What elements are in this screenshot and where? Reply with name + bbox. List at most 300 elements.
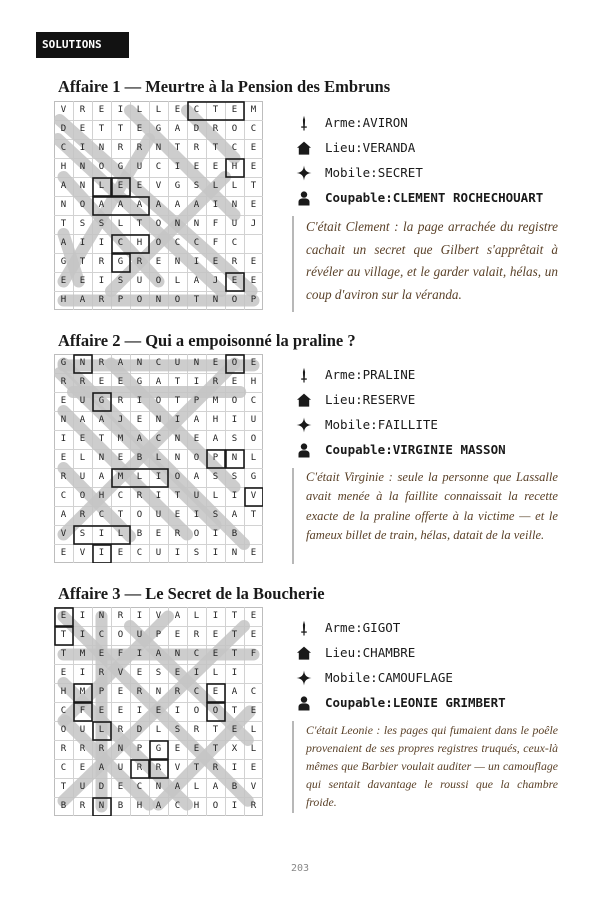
grid-letter: U bbox=[155, 548, 162, 558]
grid-letter: C bbox=[98, 510, 105, 520]
dagger-icon bbox=[296, 115, 312, 131]
grid-letter: T bbox=[212, 143, 219, 153]
case-1-title: Affaire 1 — Meurtre à la Pension des Embruns bbox=[58, 77, 391, 96]
grid-letter: G bbox=[60, 257, 67, 267]
grid-letter: B bbox=[117, 801, 124, 811]
grid-letter: E bbox=[79, 276, 86, 286]
grid-letter: E bbox=[212, 162, 219, 172]
grid-letter: R bbox=[193, 725, 200, 735]
grid-letter: E bbox=[231, 105, 238, 115]
grid-letter: U bbox=[155, 510, 162, 520]
grid-letter: L bbox=[193, 611, 200, 621]
grid-letter: H bbox=[60, 162, 67, 172]
grid-letter: S bbox=[174, 725, 181, 735]
grid-letter: N bbox=[98, 801, 105, 811]
grid-letter: F bbox=[212, 219, 219, 229]
grid-letter: A bbox=[174, 782, 181, 792]
grid-letter: S bbox=[212, 510, 219, 520]
grid-letter: T bbox=[136, 219, 143, 229]
grid-letter: O bbox=[136, 510, 143, 520]
fact-value: AVIRON bbox=[362, 115, 408, 130]
grid-letter: E bbox=[117, 377, 124, 387]
grid-letter: E bbox=[136, 668, 143, 678]
grid-letter: E bbox=[79, 434, 86, 444]
grid-letter: R bbox=[98, 744, 105, 754]
grid-letter: T bbox=[117, 510, 124, 520]
grid-letter: I bbox=[174, 415, 181, 425]
grid-letter: V bbox=[174, 763, 181, 773]
fact-label: Arme: bbox=[325, 367, 363, 382]
grid-letter: O bbox=[231, 124, 238, 134]
grid-letter: V bbox=[250, 491, 257, 501]
grid-letter: C bbox=[231, 238, 238, 248]
grid-letter: R bbox=[193, 630, 200, 640]
grid-letter: U bbox=[79, 396, 86, 406]
grid-letter: E bbox=[174, 105, 181, 115]
grid-letter: O bbox=[174, 295, 181, 305]
grid-letter: E bbox=[250, 706, 257, 716]
grid-letter: T bbox=[60, 782, 67, 792]
grid-letter: E bbox=[117, 687, 124, 697]
grid-letter: U bbox=[79, 782, 86, 792]
grid-letter: A bbox=[231, 687, 238, 697]
grid-letter: T bbox=[98, 434, 105, 444]
dagger-icon bbox=[296, 367, 312, 383]
fact-value: VIRGINIE MASSON bbox=[392, 442, 506, 457]
grid-letter: R bbox=[250, 801, 257, 811]
grid-letter: T bbox=[60, 219, 67, 229]
fact-row bbox=[296, 640, 576, 665]
case-1-story: C'était Clement : la page arrachée du registre cachait un secret que Gilbert s'apprêtait à révéler au village, et le garder valait, hélas, un coup d'aviron sur la véranda. bbox=[292, 216, 558, 312]
grid-letter: C bbox=[60, 491, 67, 501]
case-2-title: Affaire 2 — Qui a empoisonné la praline ? bbox=[58, 331, 356, 350]
grid-letter: U bbox=[136, 630, 143, 640]
grid-letter: T bbox=[60, 649, 67, 659]
sparkle-icon bbox=[296, 670, 312, 686]
grid-letter: I bbox=[231, 763, 238, 773]
grid-letter: I bbox=[231, 415, 238, 425]
grid-letter: E bbox=[250, 358, 257, 368]
grid-letter: N bbox=[117, 744, 124, 754]
grid-letter: I bbox=[193, 510, 200, 520]
grid-letter: O bbox=[174, 472, 181, 482]
grid-letter: O bbox=[155, 396, 162, 406]
grid-letter: R bbox=[212, 377, 219, 387]
grid-letter: T bbox=[98, 124, 105, 134]
grid-letter: R bbox=[98, 668, 105, 678]
grid-letter: E bbox=[136, 181, 143, 191]
grid-letter: N bbox=[174, 453, 181, 463]
grid-letter: E bbox=[98, 706, 105, 716]
grid-letter bbox=[244, 525, 263, 544]
grid-letter: V bbox=[155, 611, 162, 621]
grid-letter: C bbox=[136, 782, 143, 792]
grid-letter: E bbox=[60, 611, 67, 621]
grid-letter: T bbox=[212, 725, 219, 735]
grid-letter: E bbox=[117, 782, 124, 792]
grid-letter: A bbox=[193, 415, 200, 425]
grid-letter: G bbox=[155, 124, 162, 134]
grid-letter: H bbox=[231, 162, 238, 172]
grid-letter bbox=[244, 234, 263, 253]
grid-letter: A bbox=[174, 124, 181, 134]
dagger-icon bbox=[296, 620, 312, 636]
grid-letter: C bbox=[117, 238, 124, 248]
fact-label: Coupable: bbox=[325, 190, 393, 205]
case-3-title: Affaire 3 — Le Secret de la Boucherie bbox=[58, 584, 325, 603]
grid-letter: O bbox=[212, 706, 219, 716]
grid-letter: R bbox=[231, 257, 238, 267]
grid-letter: E bbox=[193, 162, 200, 172]
fact-value: CAMOUFLAGE bbox=[377, 670, 453, 685]
case-2-story: C'était Virginie : seule la personne que Lassalle avait menée à la faillite connaissait la recette exacte de la praline offerte à la victime — et le fameux billet de train, hélas, datait de la veille. bbox=[292, 468, 558, 564]
grid-letter: I bbox=[98, 529, 105, 539]
grid-letter: E bbox=[60, 453, 67, 463]
grid-letter: H bbox=[98, 491, 105, 501]
grid-letter: R bbox=[174, 687, 181, 697]
grid-letter: L bbox=[117, 219, 124, 229]
fact-label: Lieu: bbox=[325, 392, 363, 407]
grid-letter: C bbox=[193, 687, 200, 697]
grid-letter: I bbox=[212, 200, 219, 210]
grid-letter: I bbox=[117, 105, 124, 115]
grid-letter: E bbox=[98, 377, 105, 387]
grid-letter: E bbox=[193, 434, 200, 444]
grid-letter: N bbox=[174, 219, 181, 229]
grid-letter: P bbox=[212, 453, 219, 463]
fact-value: GIGOT bbox=[362, 620, 401, 635]
grid-letter: G bbox=[60, 358, 67, 368]
grid-letter: A bbox=[60, 238, 67, 248]
grid-letter: H bbox=[136, 801, 143, 811]
grid-letter: E bbox=[250, 611, 257, 621]
grid-letter: E bbox=[155, 257, 162, 267]
grid-letter: R bbox=[60, 472, 67, 482]
grid-letter: I bbox=[79, 611, 86, 621]
grid-letter: E bbox=[60, 548, 67, 558]
grid-letter: A bbox=[155, 377, 162, 387]
grid-letter: V bbox=[60, 529, 67, 539]
grid-letter: P bbox=[155, 630, 162, 640]
grid-letter: F bbox=[212, 238, 219, 248]
grid-letter: R bbox=[79, 105, 86, 115]
grid-letter: A bbox=[117, 358, 124, 368]
case-3-word-grid bbox=[54, 607, 263, 816]
fact-label: Arme: bbox=[325, 115, 363, 130]
grid-letter: I bbox=[98, 276, 105, 286]
grid-letter: G bbox=[117, 162, 124, 172]
grid-letter: S bbox=[212, 472, 219, 482]
grid-letter: O bbox=[155, 219, 162, 229]
grid-letter: N bbox=[60, 200, 67, 210]
grid-letter: T bbox=[212, 744, 219, 754]
sparkle-icon bbox=[296, 165, 312, 181]
grid-letter: L bbox=[136, 472, 143, 482]
grid-letter: N bbox=[136, 358, 143, 368]
grid-letter: I bbox=[174, 162, 181, 172]
grid-letter: R bbox=[79, 377, 86, 387]
grid-letter: G bbox=[155, 744, 162, 754]
grid-letter: R bbox=[60, 377, 67, 387]
grid-letter: A bbox=[212, 434, 219, 444]
fact-label: Mobile: bbox=[325, 670, 378, 685]
grid-letter: I bbox=[193, 377, 200, 387]
grid-letter: C bbox=[136, 548, 143, 558]
grid-letter: E bbox=[117, 548, 124, 558]
grid-letter: D bbox=[98, 782, 105, 792]
grid-letter: E bbox=[136, 415, 143, 425]
grid-letter: B bbox=[136, 453, 143, 463]
grid-letter: A bbox=[212, 782, 219, 792]
grid-letter: N bbox=[231, 200, 238, 210]
grid-letter: A bbox=[60, 181, 67, 191]
grid-letter: E bbox=[174, 668, 181, 678]
grid-letter: R bbox=[136, 687, 143, 697]
grid-letter: E bbox=[79, 763, 86, 773]
grid-letter: E bbox=[250, 630, 257, 640]
grid-letter: E bbox=[250, 143, 257, 153]
grid-letter: I bbox=[60, 434, 67, 444]
grid-letter: C bbox=[174, 801, 181, 811]
grid-letter: H bbox=[60, 687, 67, 697]
grid-letter: O bbox=[79, 491, 86, 501]
grid-letter: E bbox=[117, 706, 124, 716]
grid-letter: I bbox=[174, 706, 181, 716]
fact-row bbox=[296, 615, 576, 640]
grid-letter: E bbox=[60, 396, 67, 406]
person-icon bbox=[296, 190, 312, 206]
page-number: 203 bbox=[290, 863, 310, 874]
grid-letter: N bbox=[60, 415, 67, 425]
grid-letter: J bbox=[117, 415, 124, 425]
house-icon bbox=[296, 140, 312, 156]
grid-letter: C bbox=[155, 434, 162, 444]
grid-letter: A bbox=[193, 472, 200, 482]
grid-letter: E bbox=[155, 529, 162, 539]
grid-letter: A bbox=[193, 276, 200, 286]
grid-letter: E bbox=[250, 763, 257, 773]
grid-letter: C bbox=[174, 238, 181, 248]
grid-letter: V bbox=[117, 668, 124, 678]
grid-letter: N bbox=[231, 548, 238, 558]
grid-letter: N bbox=[79, 181, 86, 191]
grid-letter: E bbox=[212, 358, 219, 368]
grid-letter: E bbox=[231, 725, 238, 735]
grid-letter: N bbox=[79, 162, 86, 172]
grid-letter: L bbox=[155, 725, 162, 735]
grid-letter: N bbox=[155, 415, 162, 425]
grid-letter: O bbox=[193, 453, 200, 463]
grid-letter: I bbox=[193, 257, 200, 267]
grid-letter: S bbox=[155, 668, 162, 678]
grid-letter: H bbox=[193, 801, 200, 811]
grid-letter: C bbox=[250, 124, 257, 134]
grid-letter: C bbox=[193, 649, 200, 659]
grid-letter: E bbox=[250, 200, 257, 210]
grid-letter: O bbox=[136, 295, 143, 305]
grid-letter: R bbox=[136, 763, 143, 773]
case-1-word-grid bbox=[54, 101, 263, 310]
grid-letter: T bbox=[79, 257, 86, 267]
grid-letter: G bbox=[117, 257, 124, 267]
sparkle-icon bbox=[296, 417, 312, 433]
grid-letter: R bbox=[212, 124, 219, 134]
grid-letter: F bbox=[79, 706, 86, 716]
grid-letter: A bbox=[155, 200, 162, 210]
grid-letter: H bbox=[60, 295, 67, 305]
grid-letter: B bbox=[231, 529, 238, 539]
grid-letter: S bbox=[98, 219, 105, 229]
grid-letter: M bbox=[79, 687, 86, 697]
grid-letter: N bbox=[79, 358, 86, 368]
fact-row bbox=[296, 665, 576, 690]
grid-letter: S bbox=[79, 219, 86, 229]
grid-letter: I bbox=[193, 668, 200, 678]
grid-letter: B bbox=[231, 782, 238, 792]
grid-letter: A bbox=[231, 510, 238, 520]
grid-letter: U bbox=[231, 219, 238, 229]
grid-letter: M bbox=[79, 649, 86, 659]
grid-letter: F bbox=[117, 649, 124, 659]
grid-letter: L bbox=[193, 782, 200, 792]
fact-row bbox=[296, 437, 576, 462]
grid-letter: C bbox=[250, 687, 257, 697]
grid-letter: S bbox=[193, 548, 200, 558]
grid-letter: T bbox=[212, 105, 219, 115]
grid-letter: T bbox=[174, 491, 181, 501]
grid-letter: C bbox=[155, 162, 162, 172]
grid-letter: N bbox=[174, 649, 181, 659]
grid-letter: I bbox=[231, 801, 238, 811]
grid-letter: L bbox=[136, 105, 143, 115]
grid-letter: S bbox=[193, 181, 200, 191]
grid-letter: I bbox=[231, 668, 238, 678]
grid-letter: E bbox=[250, 257, 257, 267]
grid-letter: E bbox=[174, 744, 181, 754]
grid-letter: A bbox=[79, 415, 86, 425]
grid-letter: N bbox=[98, 453, 105, 463]
fact-row bbox=[296, 160, 576, 185]
grid-letter: M bbox=[117, 434, 124, 444]
grid-letter: U bbox=[79, 472, 86, 482]
grid-letter: M bbox=[117, 472, 124, 482]
grid-letter: I bbox=[79, 143, 86, 153]
grid-letter: P bbox=[136, 744, 143, 754]
grid-letter: O bbox=[60, 725, 67, 735]
grid-letter: T bbox=[231, 611, 238, 621]
grid-letter: N bbox=[212, 295, 219, 305]
grid-letter: L bbox=[212, 668, 219, 678]
grid-letter: E bbox=[250, 162, 257, 172]
grid-letter: L bbox=[231, 181, 238, 191]
fact-row bbox=[296, 412, 576, 437]
grid-letter: I bbox=[212, 611, 219, 621]
grid-letter: V bbox=[250, 782, 257, 792]
grid-letter: O bbox=[250, 434, 257, 444]
fact-row bbox=[296, 387, 576, 412]
grid-letter: R bbox=[117, 725, 124, 735]
grid-letter: A bbox=[174, 200, 181, 210]
grid-letter: T bbox=[231, 706, 238, 716]
grid-letter: L bbox=[79, 453, 86, 463]
grid-letter: C bbox=[193, 238, 200, 248]
grid-letter: L bbox=[117, 529, 124, 539]
person-icon bbox=[296, 695, 312, 711]
grid-letter: E bbox=[250, 276, 257, 286]
grid-letter bbox=[244, 664, 263, 683]
case-3-facts bbox=[296, 615, 576, 715]
fact-value: SECRET bbox=[377, 165, 423, 180]
grid-letter: L bbox=[174, 276, 181, 286]
grid-letter: N bbox=[98, 143, 105, 153]
grid-letter: B bbox=[60, 801, 67, 811]
grid-letter: B bbox=[136, 529, 143, 539]
grid-letter: S bbox=[231, 472, 238, 482]
house-icon bbox=[296, 645, 312, 661]
grid-letter: S bbox=[117, 276, 124, 286]
grid-letter: L bbox=[212, 181, 219, 191]
fact-value: VERANDA bbox=[362, 140, 416, 155]
grid-letter: E bbox=[60, 668, 67, 678]
grid-letter: R bbox=[98, 295, 105, 305]
grid-letter: M bbox=[250, 105, 257, 115]
grid-letter: L bbox=[212, 491, 219, 501]
grid-letter: N bbox=[231, 453, 238, 463]
grid-letter: T bbox=[174, 143, 181, 153]
grid-letter: N bbox=[98, 611, 105, 621]
fact-value: RESERVE bbox=[362, 392, 416, 407]
grid-letter: T bbox=[250, 181, 257, 191]
grid-letter: A bbox=[98, 472, 105, 482]
grid-letter: C bbox=[193, 105, 200, 115]
grid-letter: C bbox=[60, 763, 67, 773]
fact-value: CLEMENT ROCHECHOUART bbox=[392, 190, 544, 205]
grid-letter: L bbox=[155, 105, 162, 115]
grid-letter: C bbox=[60, 706, 67, 716]
grid-letter: N bbox=[155, 295, 162, 305]
grid-letter: L bbox=[250, 453, 257, 463]
grid-letter: J bbox=[250, 219, 257, 229]
grid-letter: E bbox=[212, 630, 219, 640]
grid-letter: A bbox=[174, 611, 181, 621]
fact-label: Coupable: bbox=[325, 442, 393, 457]
grid-letter: A bbox=[79, 295, 86, 305]
grid-letter: A bbox=[98, 763, 105, 773]
grid-letter: C bbox=[155, 358, 162, 368]
grid-letter: I bbox=[79, 238, 86, 248]
grid-letter: E bbox=[174, 630, 181, 640]
grid-letter: O bbox=[193, 706, 200, 716]
grid-letter: I bbox=[136, 649, 143, 659]
grid-letter: A bbox=[98, 415, 105, 425]
fact-value: CHAMBRE bbox=[362, 645, 416, 660]
grid-letter: N bbox=[193, 358, 200, 368]
grid-letter: R bbox=[136, 491, 143, 501]
grid-letter: E bbox=[250, 548, 257, 558]
grid-letter: O bbox=[117, 630, 124, 640]
grid-letter: T bbox=[231, 649, 238, 659]
grid-letter: A bbox=[155, 801, 162, 811]
fact-row bbox=[296, 110, 576, 135]
grid-letter: E bbox=[193, 744, 200, 754]
grid-letter: I bbox=[212, 548, 219, 558]
grid-letter: E bbox=[117, 453, 124, 463]
case-1-facts bbox=[296, 110, 576, 210]
grid-letter: I bbox=[98, 548, 105, 558]
grid-letter: X bbox=[231, 744, 238, 754]
grid-letter: R bbox=[117, 396, 124, 406]
grid-letter: A bbox=[98, 200, 105, 210]
